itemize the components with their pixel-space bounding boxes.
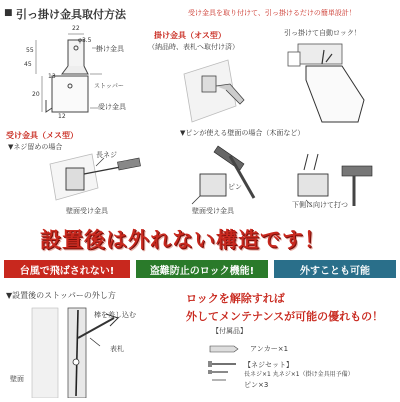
feature-typhoon xyxy=(4,260,130,278)
hammer-pin-icon xyxy=(178,140,268,208)
screw-case-label: ▼ネジ留めの場合 xyxy=(8,143,63,151)
male-fitting-subtitle: （納品時、表札へ取付け済） xyxy=(148,43,239,51)
screwdriver-bracket-icon xyxy=(40,150,150,206)
label-male: 掛け金具 xyxy=(96,45,124,53)
female-fitting-title: 受け金具（メス型） xyxy=(6,131,78,140)
header-tagline: 受け金具を取り付けて、引っ掛けるだけの簡単設計！ xyxy=(188,9,356,17)
male-fitting-illustration xyxy=(170,56,250,126)
dimension-diagram xyxy=(6,26,136,124)
wall-label: 壁面 xyxy=(10,375,24,383)
pin-wall-label: 壁面受け金具 xyxy=(192,207,234,215)
dim-hole: φ3.5 xyxy=(78,37,92,44)
auto-lock-illustration xyxy=(282,40,382,126)
dim-12: 12 xyxy=(58,113,66,120)
feature-removable xyxy=(274,260,396,278)
lift-caption: 棒を差し込む xyxy=(94,311,136,319)
pin-case-title: ▼ピンが使える壁面の場合（木面など） xyxy=(180,129,305,137)
page-title: 引っ掛け金具取付方法 xyxy=(16,8,126,21)
accessory-pins: ピン×3 xyxy=(244,381,269,389)
dim-20: 20 xyxy=(32,91,40,98)
screw-illustration xyxy=(40,150,150,206)
feature-antitheft-label: 盗難防止のロック機能! xyxy=(149,265,255,277)
accessories-title: 【付属品】 xyxy=(212,327,247,335)
pin-illustration-right xyxy=(292,140,384,208)
removal-illustration xyxy=(6,304,166,398)
stopper-removal-icon xyxy=(6,304,166,398)
male-fitting-title: 掛け金具（オス型） xyxy=(154,31,226,40)
pin-label: ピン xyxy=(228,183,242,191)
auto-lock-caption: 引っ掛けて自動ロック！ xyxy=(284,29,361,37)
dim-45: 45 xyxy=(24,61,32,68)
release-line1: ロックを解除すれば xyxy=(186,292,285,305)
structure-banner: 設置後は外れない構造です！ xyxy=(40,228,326,252)
accessories-illustration xyxy=(206,340,246,386)
pin-direction-icon xyxy=(292,140,384,208)
dim-22: 22 xyxy=(72,25,80,32)
accessory-anchor: アンカー×1 xyxy=(250,345,289,353)
release-line2: 外してメンテナンスが可能の優れもの！ xyxy=(186,310,384,323)
feature-antitheft xyxy=(136,260,268,278)
removal-title: ▼設置後のストッパーの外し方 xyxy=(6,291,116,300)
header-bullet: ■ xyxy=(4,8,13,18)
female-wall-label: 壁面受け金具 xyxy=(66,207,108,215)
long-screw-label: 長ネジ xyxy=(96,151,117,159)
feature-removable-label: 外すことも可能 xyxy=(300,265,370,277)
dim-55: 55 xyxy=(26,47,34,54)
screw-set-line: 長ネジ×1 丸ネジ×1（掛け金具用予備） xyxy=(244,371,354,378)
screw-set-title: 【ネジセット】 xyxy=(244,361,293,369)
nameplate-label: 表札 xyxy=(110,345,124,353)
dim-13: 13 xyxy=(48,73,56,80)
screw-anchor-icon xyxy=(206,340,246,386)
pin-illustration-left xyxy=(178,140,268,208)
hook-lock-icon xyxy=(282,40,382,126)
feature-typhoon-label: 台風で飛ばされない! xyxy=(19,265,115,277)
label-stopper: ストッパー xyxy=(94,83,124,90)
label-female: 受け金具 xyxy=(98,103,126,111)
pin-direction-label: 下側に向けて打つ xyxy=(292,201,348,209)
nameplate-with-hook-icon xyxy=(170,56,250,126)
